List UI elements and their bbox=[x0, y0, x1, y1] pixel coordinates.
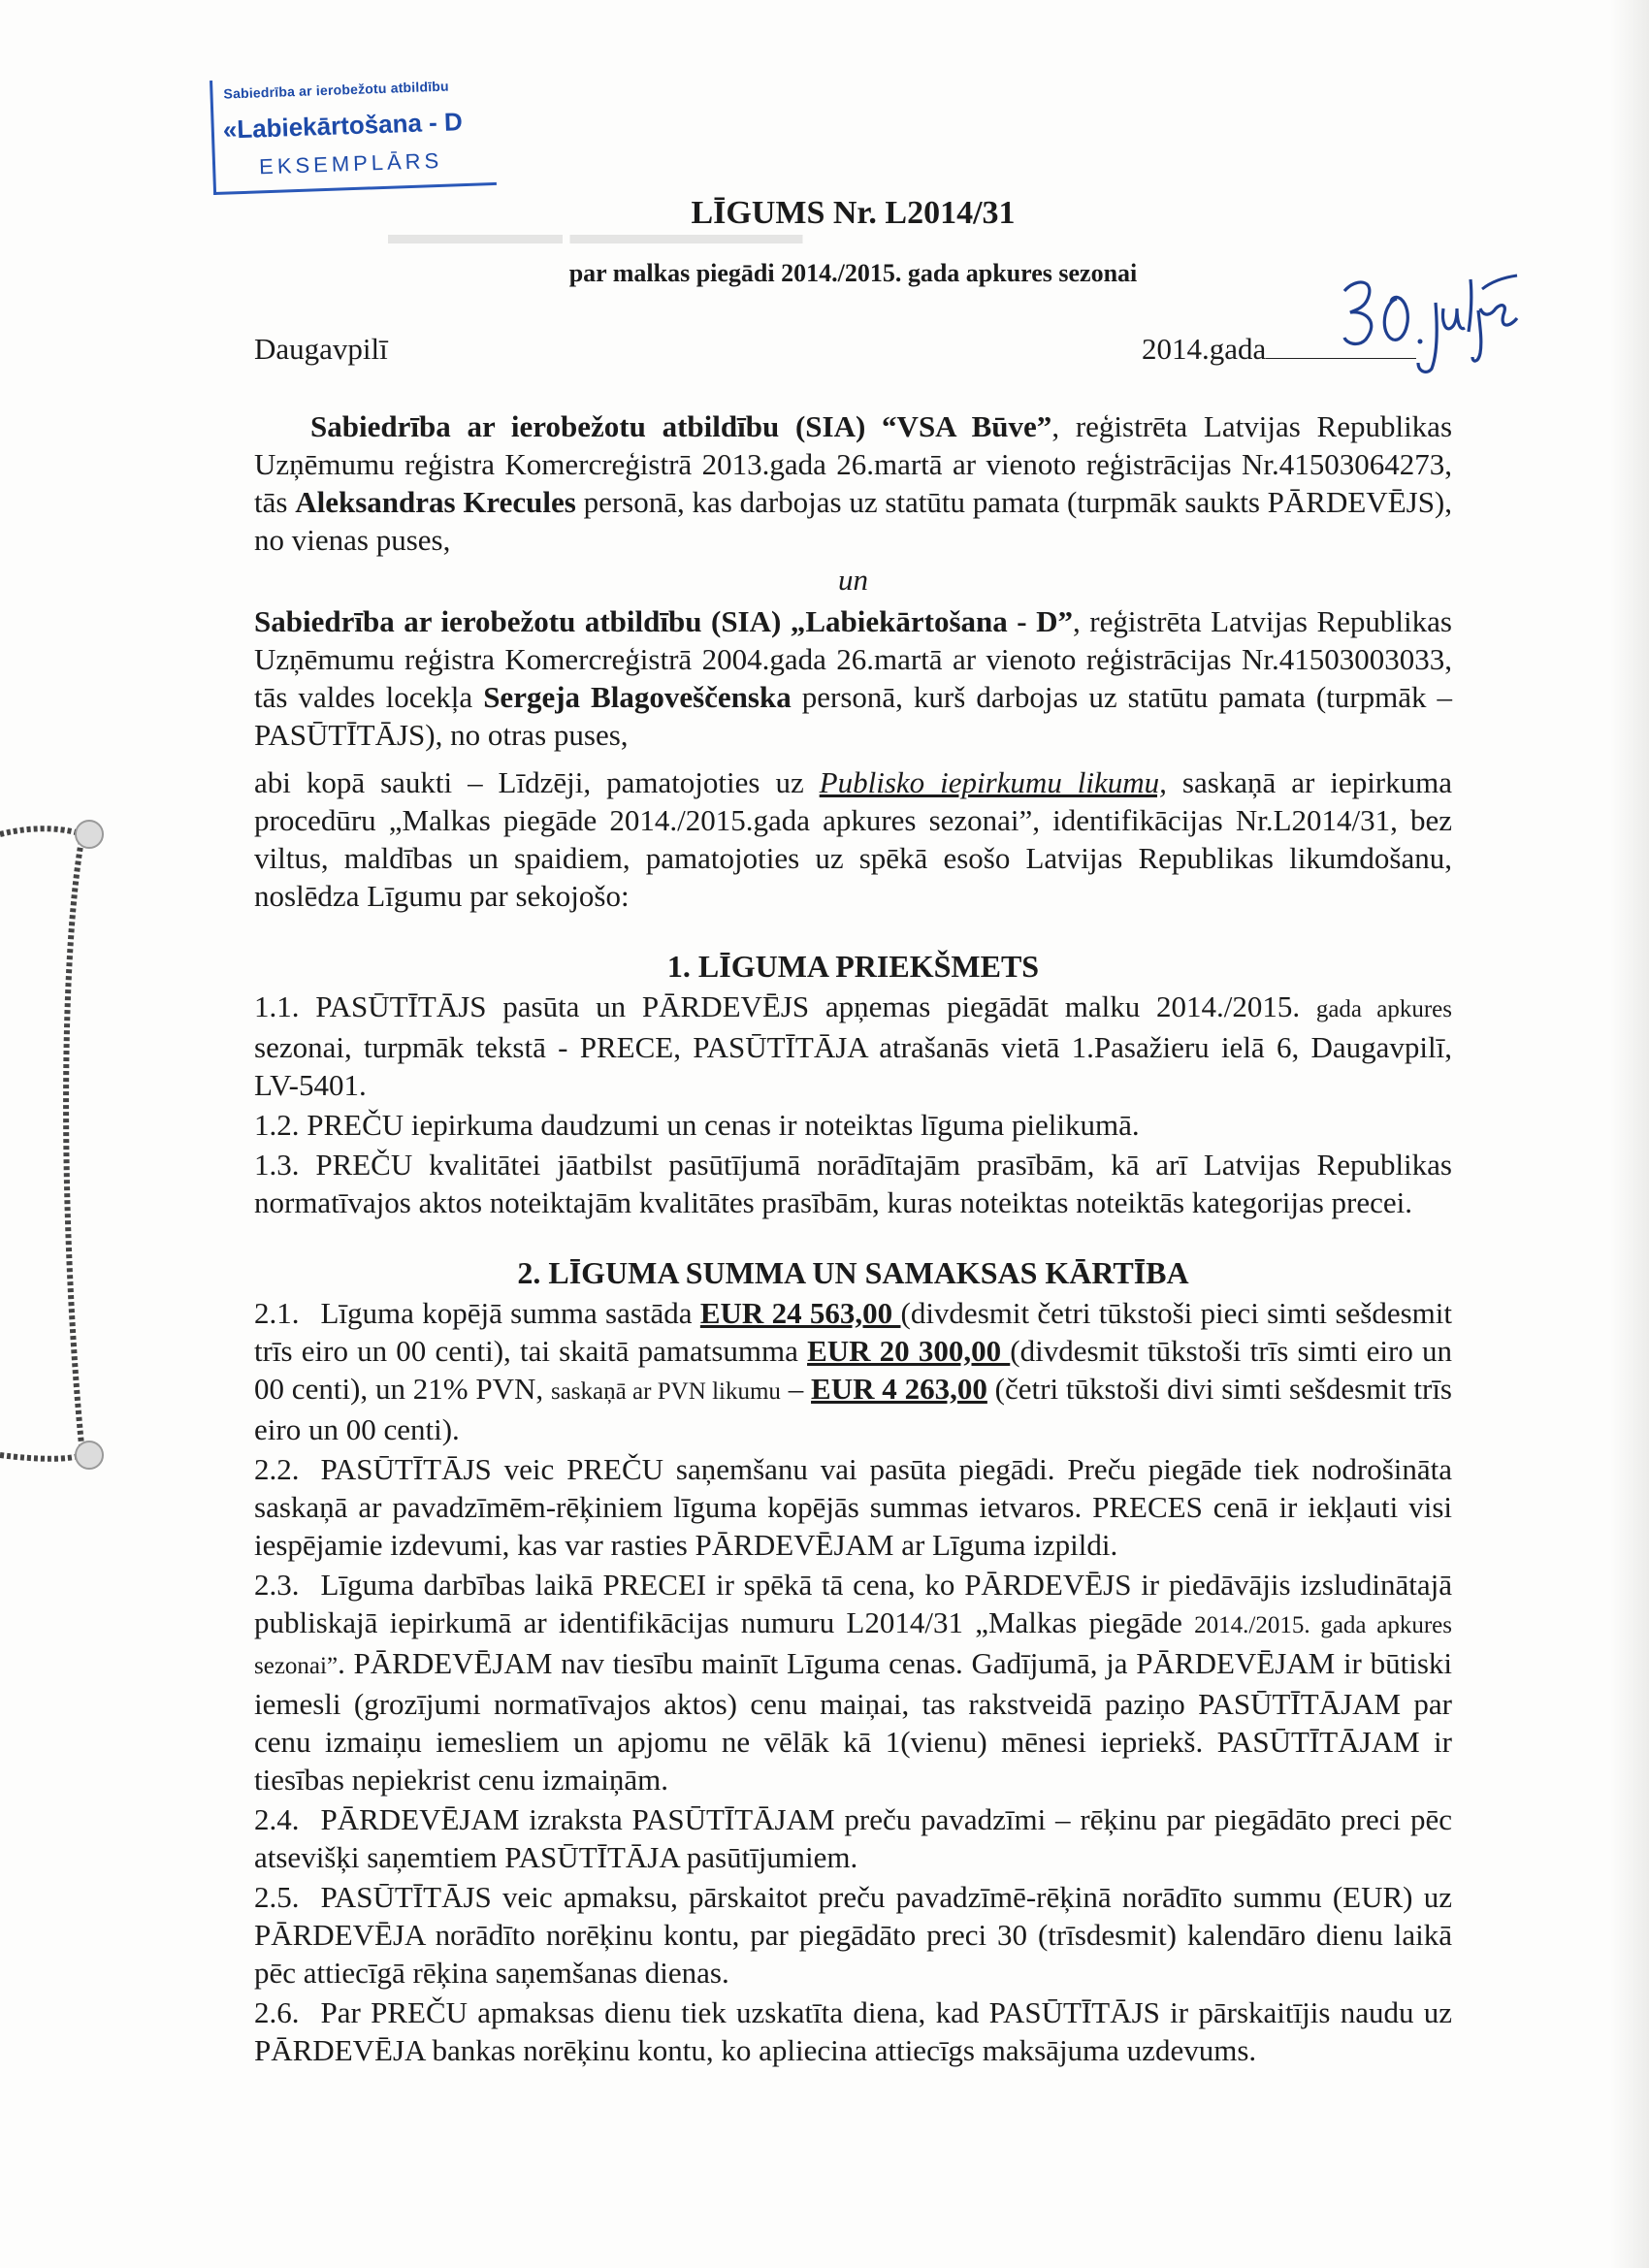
clause-1-2: 1.2. PREČU iepirkuma daudzumi un cenas ir noteiktas līguma pielikumā. bbox=[254, 1108, 1140, 1142]
party-buyer-paragraph bbox=[254, 602, 1452, 754]
seller-representative: Aleksandras Krecules bbox=[295, 485, 576, 519]
buyer-details-a: , reģistrēta Latvijas Republikas Uzņēmumu reģistra Komercreģistrā 2004.gada 26.martā ar vienoto reģistrācijas Nr.41503003033, tās valdes locekļa bbox=[254, 604, 1452, 714]
company-stamp bbox=[210, 71, 497, 195]
clause-2-1-text-c: (divdesmit tūkstoši trīs simti eiro un 00 centi), un 21% PVN, bbox=[254, 1334, 1453, 1406]
clause-2-4 bbox=[254, 1800, 1452, 1876]
date-blank-line bbox=[1266, 331, 1416, 359]
contract-body bbox=[254, 407, 1452, 2069]
clause-1-3: 1.3. PREČU kvalitātei jāatbilst pasūtījumā norādītajām prasībām, kā arī Latvijas Republikas normatīvajos aktos noteiktajām kvalitātes prasībām, kuras noteiktas noteiktās kategorijas precei. bbox=[254, 1148, 1452, 1219]
clause-2-3-number: 2.3. bbox=[254, 1568, 300, 1602]
joint-parties-paragraph bbox=[254, 763, 1452, 915]
clause-1-1-text-c: sezonai, turpmāk tekstā - PRECE, PASŪTĪTĀJA atrašanās vietā 1.Pasažieru ielā 6, Daugavpilī, LV-5401. bbox=[254, 1030, 1452, 1102]
clause-2-1-text-a: Līguma kopējā summa sastāda bbox=[320, 1296, 700, 1330]
clause-2-1-text-f: (četri tūkstoši divi simti sešdesmit trīs eiro un 00 centi). bbox=[254, 1372, 1452, 1446]
buyer-representative: Sergeja Blagoveščenska bbox=[483, 680, 792, 714]
buyer-details-b: personā, kurš darbojas uz statūtu pamata (turpmāk – PASŪTĪTĀJS), no otras puses, bbox=[254, 680, 1452, 752]
section-1-heading: 1. LĪGUMA PRIEKŠMETS bbox=[666, 949, 1040, 984]
clause-2-5 bbox=[254, 1878, 1452, 1992]
clause-2-4-number: 2.4. bbox=[254, 1802, 300, 1836]
vat-amount: EUR 4 263,00 bbox=[811, 1372, 987, 1406]
contract-date bbox=[1142, 330, 1416, 368]
clause-2-6 bbox=[254, 1993, 1452, 2069]
clause-1-1-text-a: 1.1. PASŪTĪTĀJS pasūta un PĀRDEVĒJS apņemas piegādāt malku 2014./2015. bbox=[254, 989, 1316, 1023]
clause-2-3-text-a: Līguma darbības laikā PRECEI ir spēkā tā cena, ko PĀRDEVĒJS ir piedāvājis izsludinātajā publiskajā iepirkumā ar identifikācijas numuru L2014/31 „Malkas piegāde bbox=[254, 1568, 1452, 1639]
base-amount: EUR 20 300,00 bbox=[807, 1334, 1011, 1368]
clause-2-2-number: 2.2. bbox=[254, 1452, 300, 1486]
contract-subtitle: par malkas piegādi 2014./2015. gada apkures sezonai bbox=[568, 259, 1138, 287]
clause-2-3-text-b: 2014./2015. gada apkures sezonai” bbox=[254, 1612, 1452, 1679]
seller-details-a: , reģistrēta Latvijas Republikas Uzņēmumu reģistra Komercreģistrā 2013.gada 26.martā ar vienoto reģistrācijas Nr.41503064273, tās bbox=[254, 409, 1453, 519]
joint-text-a: abi kopā saukti – Līdzēji, pamatojoties uz bbox=[254, 765, 820, 799]
clause-2-2 bbox=[254, 1450, 1452, 1564]
clause-2-1-text-b: (divdesmit četri tūkstoši pieci simti sešdesmit trīs eiro un 00 centi), tai skaitā pamatsumma bbox=[254, 1296, 1452, 1368]
bleed-through-shadow: ▬▬▬▬▬▬ ▬▬▬▬▬▬▬▬ bbox=[388, 218, 803, 250]
clause-2-1 bbox=[254, 1294, 1452, 1448]
seller-name: Sabiedrība ar ierobežotu atbildību (SIA) “VSA Būve” bbox=[310, 409, 1052, 443]
contract-place: Daugavpilī bbox=[254, 332, 388, 366]
date-prefix: 2014.gada bbox=[1142, 332, 1267, 366]
clause-2-4-text: PĀRDEVĒJAM izraksta PASŪTĪTĀJAM preču pavadzīmi – rēķinu par piegādāto preci pēc atsevišķi saņemtiem PASŪTĪTĀJA pasūtījumiem. bbox=[254, 1802, 1452, 1874]
contract-title: LĪGUMS Nr. L2014/31 bbox=[691, 195, 1016, 231]
stamp-copy-label: EKSEMPLĀRS bbox=[258, 147, 443, 179]
and-conjunction: un bbox=[838, 563, 868, 597]
clause-2-6-number: 2.6. bbox=[254, 1995, 300, 2029]
clause-2-3-text-c: . PĀRDEVĒJAM nav tiesību mainīt Līguma cenas. Gadījumā, ja PĀRDEVĒJAM ir būtiski iemesli (grozījumi normatīvajos aktos) cenu maiņai, tas rakstveidā paziņo PASŪTĪTĀJAM par cenu izmaiņu iemesliem un apjomu ne vēlāk kā 1(vienu) mēnesi iepriekš. PASŪTĪTĀJAM ir tiesības nepiekrist cenu izmaiņām. bbox=[254, 1646, 1452, 1797]
clause-2-5-text: PASŪTĪTĀJS veic apmaksu, pārskaitot preču pavadzīmē-rēķinā norādīto summu (EUR) uz PĀRDEVĒJA norādīto norēķinu kontu, par piegādāto preci 30 (trīsdesmit) kalendāro dienu laikā pēc attiecīgā rēķina saņemšanas dienas. bbox=[254, 1880, 1452, 1990]
joint-text-b: saskaņā ar iepirkuma procedūru „Malkas piegāde 2014./2015.gada apkures sezonai”, identifikācijas Nr.L2014/31, bez viltus, maldības un spaidiem, pamatojoties uz spēkā esošo Latvijas Republikas likumdošanu, noslēdza Līgumu par sekojošo: bbox=[254, 765, 1452, 913]
clause-2-1-number: 2.1. bbox=[254, 1296, 300, 1330]
page-edge-shadow bbox=[1610, 0, 1649, 2268]
clause-2-6-text: Par PREČU apmaksas dienu tiek uzskatīta diena, kad PASŪTĪTĀJS ir pārskaitījis naudu uz PĀRDEVĒJA bankas norēķinu kontu, ko apliecina attiecīgs maksājuma uzdevums. bbox=[254, 1995, 1452, 2067]
seller-details-b: personā, kas darbojas uz statūtu pamata (turpmāk saukts PĀRDEVĒJS), no vienas puses, bbox=[254, 485, 1453, 557]
stamp-company-name: «Labiekārtošana - D bbox=[222, 107, 464, 145]
clause-1-1 bbox=[254, 988, 1452, 1104]
section-2-heading: 2. LĪGUMA SUMMA UN SAMAKSAS KĀRTĪBA bbox=[517, 1255, 1189, 1290]
clause-2-1-vat-law: saskaņā ar PVN likumu bbox=[550, 1378, 781, 1405]
clause-2-1-dash: – bbox=[780, 1372, 812, 1406]
total-amount: EUR 24 563,00 bbox=[699, 1296, 901, 1330]
binding-thread bbox=[0, 776, 126, 1552]
procurement-law-reference: Publisko iepirkumu likumu, bbox=[819, 765, 1167, 799]
stamp-company-type: Sabiedrība ar ierobežotu atbildību bbox=[223, 78, 450, 102]
clause-2-3 bbox=[254, 1566, 1452, 1798]
party-seller-paragraph bbox=[254, 407, 1452, 559]
buyer-name: Sabiedrība ar ierobežotu atbildību (SIA) „Labiekārtošana - D” bbox=[254, 604, 1074, 638]
clause-2-2-text: PASŪTĪTĀJS veic PREČU saņemšanu vai pasūta piegādi. Preču piegāde tiek nodrošināta saskaņā ar pavadzīmēm-rēķiniem līguma kopējās summas ietvaros. PRECES cenā ir iekļauti visi iespējamie izdevumi, kas var rasties PĀRDEVĒJAM ar Līguma izpildi. bbox=[254, 1452, 1452, 1562]
clause-1-1-text-b: gada apkures bbox=[1315, 996, 1452, 1022]
clause-2-5-number: 2.5. bbox=[254, 1880, 300, 1914]
